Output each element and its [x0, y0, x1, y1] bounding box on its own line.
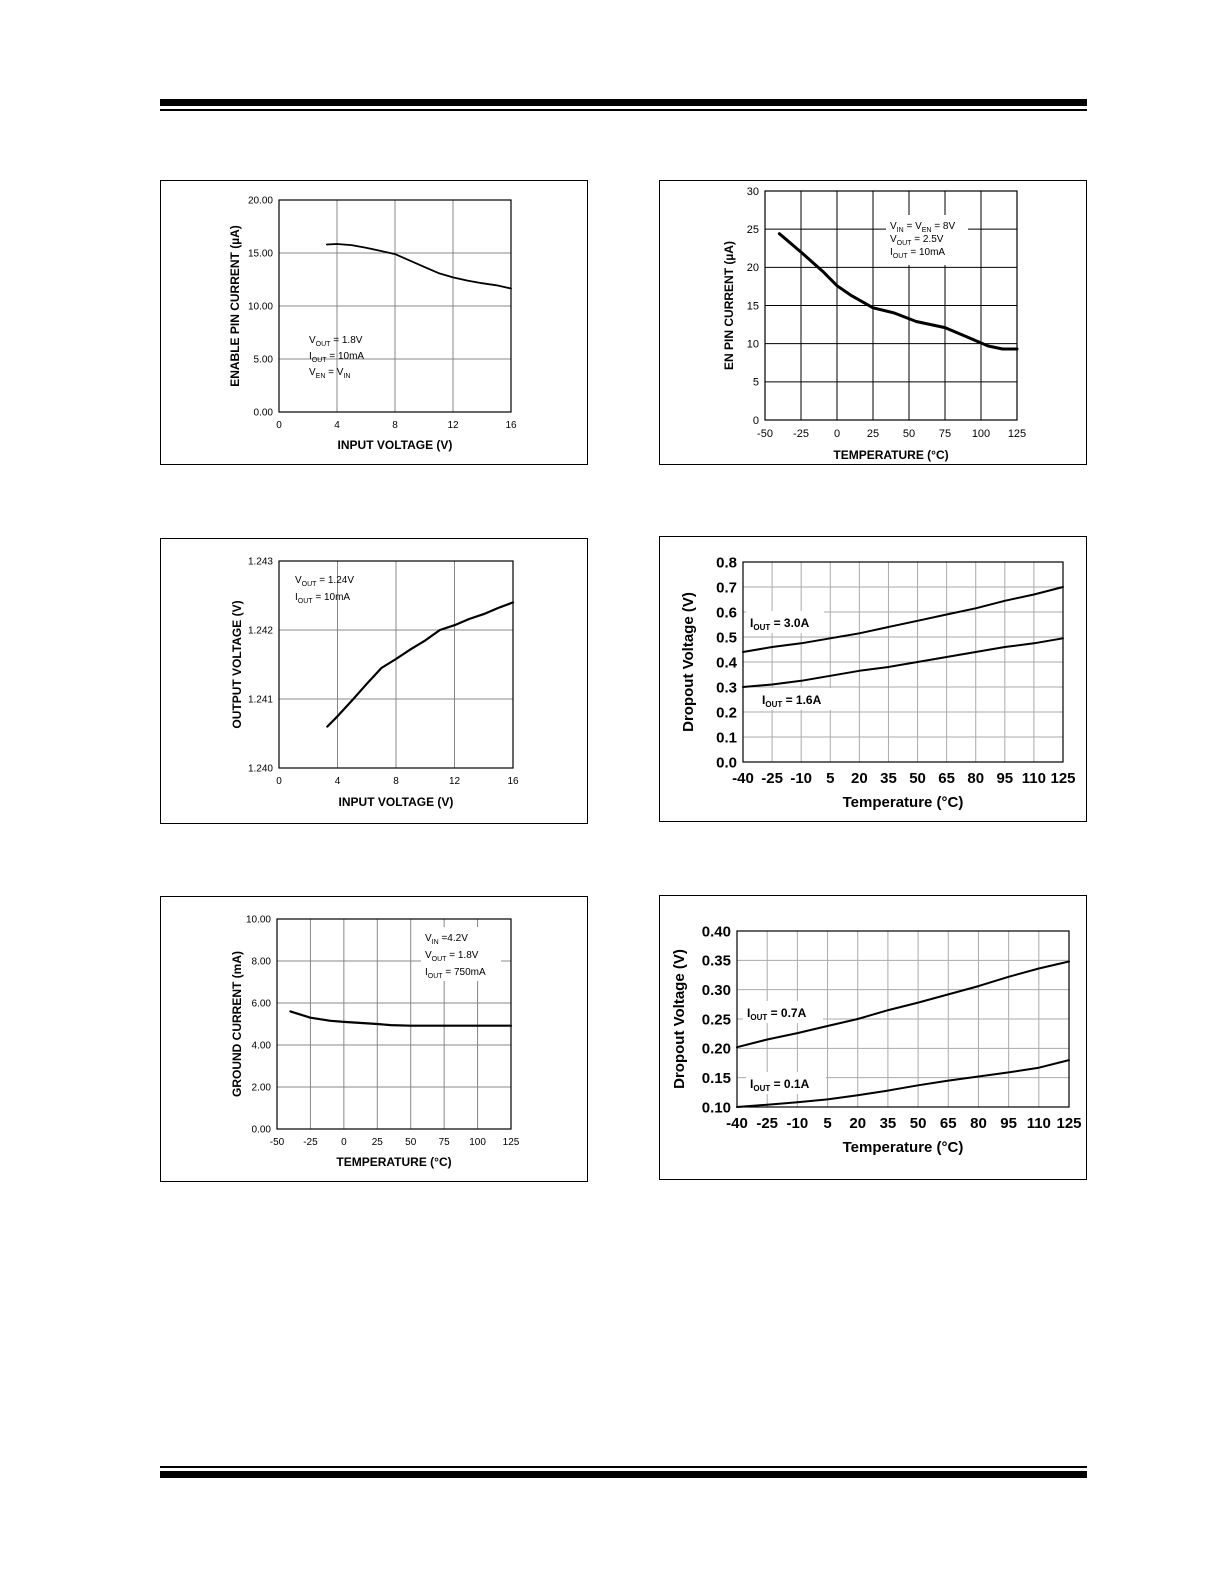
x-tick-label: 95 — [1000, 1115, 1017, 1132]
x-tick-label: 100 — [971, 428, 991, 440]
x-tick-label: -25 — [303, 1137, 318, 1148]
y-tick-label: 2.00 — [251, 1082, 271, 1094]
x-tick-label: -40 — [732, 770, 754, 787]
x-tick-label: -10 — [786, 1115, 809, 1132]
x-tick-label: 75 — [938, 428, 952, 440]
chart-dropout-voltage-high-current — [659, 536, 1087, 822]
x-tick-label: -25 — [793, 428, 809, 440]
x-tick-label: 50 — [909, 770, 926, 787]
y-axis-label: ENABLE PIN CURRENT (µA) — [228, 225, 242, 387]
y-tick-label: 0.4 — [716, 654, 737, 672]
y-tick-label: 0.10 — [701, 1099, 731, 1117]
x-tick-label: 50 — [909, 1115, 927, 1132]
y-tick-label: 10.00 — [245, 914, 271, 926]
y-tick-label: 1.241 — [247, 694, 273, 706]
y-tick-label: 10 — [746, 338, 759, 351]
x-tick-label: 5 — [823, 1115, 832, 1132]
y-tick-label: 30 — [746, 185, 759, 198]
x-axis-label: Temperature (°C) — [842, 1139, 964, 1156]
header-rule-thick — [160, 99, 1087, 106]
x-axis-label: TEMPERATURE (°C) — [336, 1155, 452, 1169]
condition-annotation: $V_{IN} =4.2V$ — [425, 933, 468, 946]
chart-svg — [660, 896, 1086, 1179]
y-axis-label: Dropout Voltage (V) — [680, 592, 697, 732]
y-tick-label: 0.1 — [716, 729, 737, 747]
y-tick-label: 0.3 — [716, 679, 737, 697]
chart-output-voltage-vs-input-voltage — [160, 538, 588, 824]
y-tick-label: 4.00 — [251, 1040, 271, 1052]
footer-rule-thick — [160, 1471, 1087, 1478]
y-tick-label: 0.5 — [716, 629, 737, 647]
x-tick-label: 8 — [393, 776, 399, 787]
x-tick-label: 75 — [438, 1137, 450, 1148]
x-tick-label: 20 — [849, 1115, 867, 1132]
x-axis-label: TEMPERATURE (°C) — [833, 448, 949, 462]
x-tick-label: 95 — [996, 770, 1014, 787]
x-tick-label: 80 — [970, 1115, 987, 1132]
x-tick-label: 65 — [939, 1115, 957, 1132]
y-tick-label: 6.00 — [251, 998, 271, 1010]
y-axis-label: OUTPUT VOLTAGE (V) — [230, 600, 244, 729]
x-tick-label: 125 — [1050, 770, 1076, 787]
x-tick-label: 20 — [851, 770, 868, 787]
y-tick-label: 0.20 — [701, 1040, 731, 1058]
x-tick-label: 0 — [276, 420, 282, 431]
y-tick-label: 0.15 — [701, 1069, 731, 1087]
x-tick-label: -25 — [761, 770, 783, 787]
x-tick-label: 125 — [1007, 428, 1027, 440]
x-tick-label: 0 — [276, 776, 282, 787]
y-tick-label: 1.242 — [247, 625, 273, 637]
x-tick-label: 12 — [447, 420, 459, 431]
y-axis-label: GROUND CURRENT (mA) — [230, 951, 244, 1097]
chart-ground-current-vs-temperature — [160, 896, 588, 1182]
y-tick-label: 8.00 — [251, 956, 271, 968]
y-tick-label: 0.25 — [701, 1011, 731, 1029]
y-tick-label: 0.0 — [716, 754, 737, 772]
y-tick-label: 0.30 — [701, 981, 731, 999]
chart-svg — [660, 537, 1086, 821]
series-label: $I_{OUT} = 1.6A$ — [762, 693, 822, 709]
x-axis-label: Temperature (°C) — [842, 794, 964, 811]
y-axis-label: EN PIN CURRENT (µA) — [722, 241, 736, 370]
y-tick-label: 1.243 — [247, 556, 273, 568]
x-tick-label: 110 — [1026, 1115, 1051, 1132]
series-line-1 — [327, 244, 511, 289]
condition-annotation: $I_{OUT} = 750mA$ — [425, 967, 486, 980]
series-line-1 — [327, 602, 513, 726]
y-tick-label: 15 — [746, 300, 759, 313]
x-tick-label: 35 — [879, 1115, 897, 1132]
condition-annotation: $V_{OUT} = 1.8V$ — [425, 950, 479, 963]
y-tick-label: 0.8 — [716, 554, 737, 572]
chart-svg — [161, 539, 587, 823]
chart-svg — [161, 181, 587, 464]
condition-annotation: $I_{OUT} = 10mA$ — [890, 247, 946, 260]
x-tick-label: 12 — [448, 776, 461, 787]
y-tick-label: 5 — [752, 376, 759, 389]
header-rule-thin — [160, 109, 1087, 111]
y-tick-label: 0.35 — [701, 952, 731, 970]
x-tick-label: 80 — [967, 770, 985, 787]
y-tick-label: 0.00 — [253, 407, 273, 419]
y-tick-label: 1.240 — [247, 763, 273, 775]
condition-annotation: $I_{OUT} = 10mA$ — [309, 351, 365, 364]
y-tick-label: 10.00 — [247, 301, 273, 313]
chart-en-pin-current-vs-temperature — [659, 180, 1087, 465]
x-tick-label: 110 — [1021, 770, 1047, 787]
x-tick-label: -50 — [757, 428, 773, 440]
y-axis-label: Dropout Voltage (V) — [671, 949, 688, 1089]
y-tick-label: 0.40 — [701, 923, 731, 941]
y-tick-label: 0 — [752, 414, 759, 427]
series-line-2 — [743, 638, 1063, 687]
x-tick-label: -40 — [726, 1115, 748, 1132]
x-tick-label: 16 — [507, 776, 519, 787]
x-tick-label: 65 — [938, 770, 955, 787]
x-tick-label: 0 — [341, 1137, 347, 1148]
x-tick-label: 5 — [826, 770, 835, 787]
footer-rule-thin — [160, 1466, 1087, 1468]
condition-annotation: $V_{EN} = V_{IN}$ — [309, 367, 351, 380]
y-tick-label: 5.00 — [253, 354, 273, 366]
x-tick-label: 8 — [392, 420, 398, 431]
condition-annotation: $V_{OUT} = 1.8V$ — [309, 335, 363, 348]
chart-svg — [660, 181, 1086, 464]
x-tick-label: 0 — [833, 428, 841, 440]
x-tick-label: 50 — [405, 1137, 417, 1148]
x-tick-label: 125 — [502, 1137, 520, 1148]
y-tick-label: 20.00 — [247, 195, 273, 207]
x-tick-label: -25 — [756, 1115, 779, 1132]
x-tick-label: 4 — [334, 776, 341, 787]
x-tick-label: 16 — [505, 420, 517, 431]
y-tick-label: 0.7 — [716, 579, 737, 597]
condition-annotation: $V_{IN} = V_{EN} = 8V$ — [890, 221, 956, 234]
x-tick-label: 4 — [334, 420, 340, 431]
x-tick-label: -50 — [269, 1137, 285, 1148]
x-tick-label: 35 — [880, 770, 897, 787]
condition-annotation: $V_{OUT} = 2.5V$ — [890, 234, 944, 247]
x-tick-label: 125 — [1056, 1115, 1082, 1132]
x-tick-label: 50 — [902, 428, 916, 440]
series-label: $I_{OUT} = 0.7A$ — [747, 1006, 807, 1022]
x-axis-label: INPUT VOLTAGE (V) — [338, 795, 454, 809]
y-tick-label: 0.00 — [251, 1124, 271, 1136]
x-tick-label: 100 — [469, 1137, 486, 1148]
series-label: $I_{OUT} = 0.1A$ — [750, 1077, 810, 1093]
x-tick-label: -10 — [790, 770, 813, 787]
x-tick-label: 25 — [371, 1137, 383, 1148]
x-tick-label: 25 — [866, 428, 880, 440]
condition-annotation: $I_{OUT} = 10mA$ — [295, 592, 351, 605]
y-tick-label: 15.00 — [247, 248, 273, 260]
y-tick-label: 20 — [746, 262, 759, 275]
condition-annotation: $V_{OUT} = 1.24V$ — [295, 575, 354, 588]
series-label: $I_{OUT} = 3.0A$ — [750, 616, 810, 632]
chart-svg — [161, 897, 587, 1181]
chart-dropout-voltage-low-current — [659, 895, 1087, 1180]
x-axis-label: INPUT VOLTAGE (V) — [337, 438, 453, 452]
y-tick-label: 0.2 — [716, 704, 737, 722]
y-tick-label: 0.6 — [716, 604, 737, 622]
chart-enable-pin-current-vs-input-voltage — [160, 180, 588, 465]
y-tick-label: 25 — [746, 224, 759, 237]
